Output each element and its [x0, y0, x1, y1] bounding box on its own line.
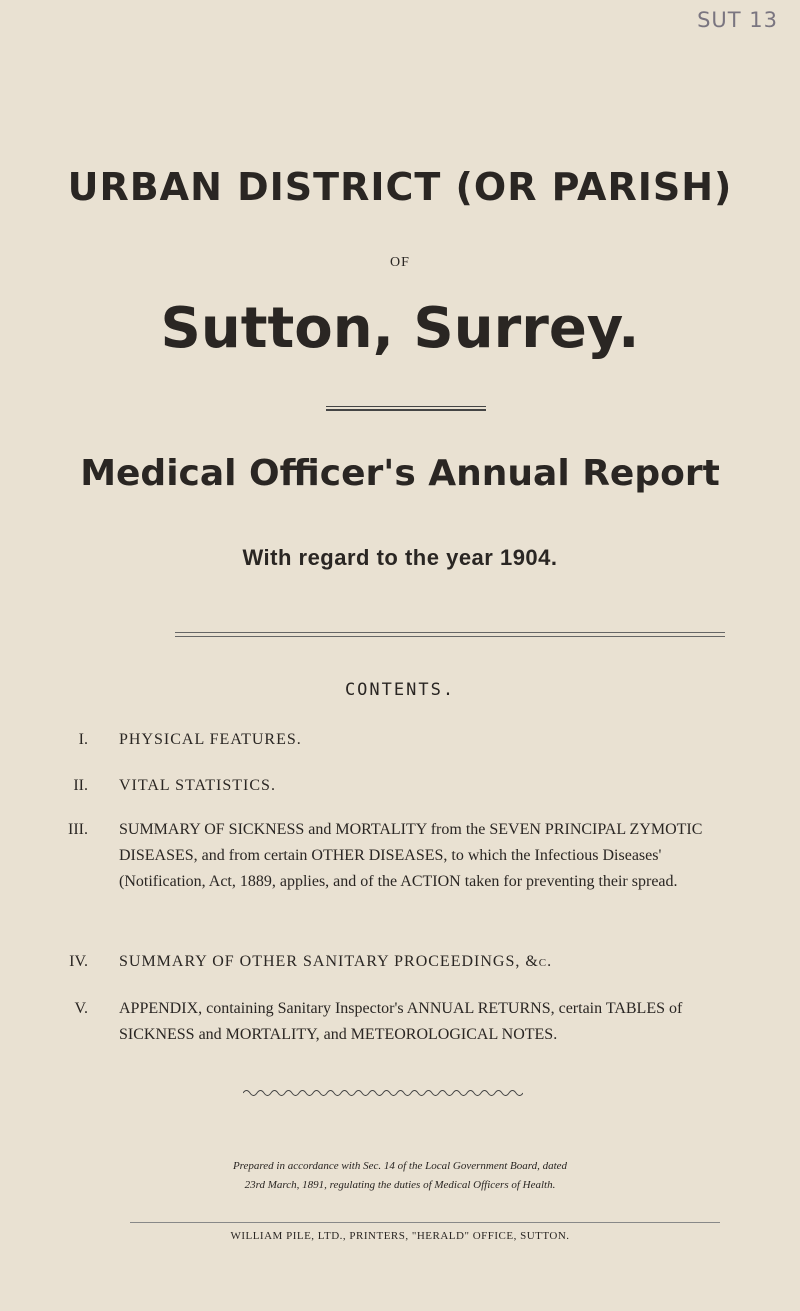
item-number: III.	[68, 821, 88, 838]
of-label: OF	[390, 255, 410, 270]
district-heading: URBAN DISTRICT (OR PARISH)	[67, 165, 733, 209]
double-rule-bottom	[326, 409, 486, 411]
item-number: V.	[74, 1000, 88, 1017]
handwritten-reference: SUT 13	[697, 8, 778, 32]
item-text: SUMMARY OF OTHER SANITARY PROCEEDINGS, &c.	[119, 953, 553, 970]
double-rule-top	[326, 406, 486, 407]
report-title: Medical Officer's Annual Report	[80, 453, 720, 494]
item-text: VITAL STATISTICS.	[119, 777, 276, 794]
contents-heading: CONTENTS.	[344, 680, 456, 700]
wavy-divider	[243, 1088, 523, 1098]
section-rule-top	[175, 632, 725, 633]
printer-imprint: WILLIAM PILE, LTD., PRINTERS, "HERALD" OFFICE, SUTTON.	[230, 1230, 570, 1242]
item-number: I.	[78, 731, 88, 748]
item-number: II.	[73, 777, 88, 794]
note-line: 23rd March, 1891, regulating the duties of Medical Officers of Health.	[244, 1179, 556, 1191]
item-text: PHYSICAL FEATURES.	[119, 731, 302, 748]
item-text: SUMMARY OF SICKNESS and MORTALITY from the SEVEN PRINCIPAL ZYMOTIC DISEASES, and from certain OTHER DISEASES, to which the Infectious Diseases' (Notification, Act, 1889, applies, and of the ACTION taken for preventing their spread.	[119, 821, 703, 890]
place-name: Sutton, Surrey.	[160, 296, 640, 361]
note-line: Prepared in accordance with Sec. 14 of the Local Government Board, dated	[232, 1160, 568, 1172]
printer-rule	[130, 1222, 720, 1223]
item-text: APPENDIX, containing Sanitary Inspector's ANNUAL RETURNS, certain TABLES of SICKNESS and MORTALITY, and METEOROLOGICAL NOTES.	[119, 1000, 683, 1043]
item-number: IV.	[69, 953, 88, 970]
section-rule-bottom	[175, 636, 725, 637]
report-subtitle: With regard to the year 1904.	[242, 545, 558, 570]
preparation-note	[0, 1157, 800, 1195]
